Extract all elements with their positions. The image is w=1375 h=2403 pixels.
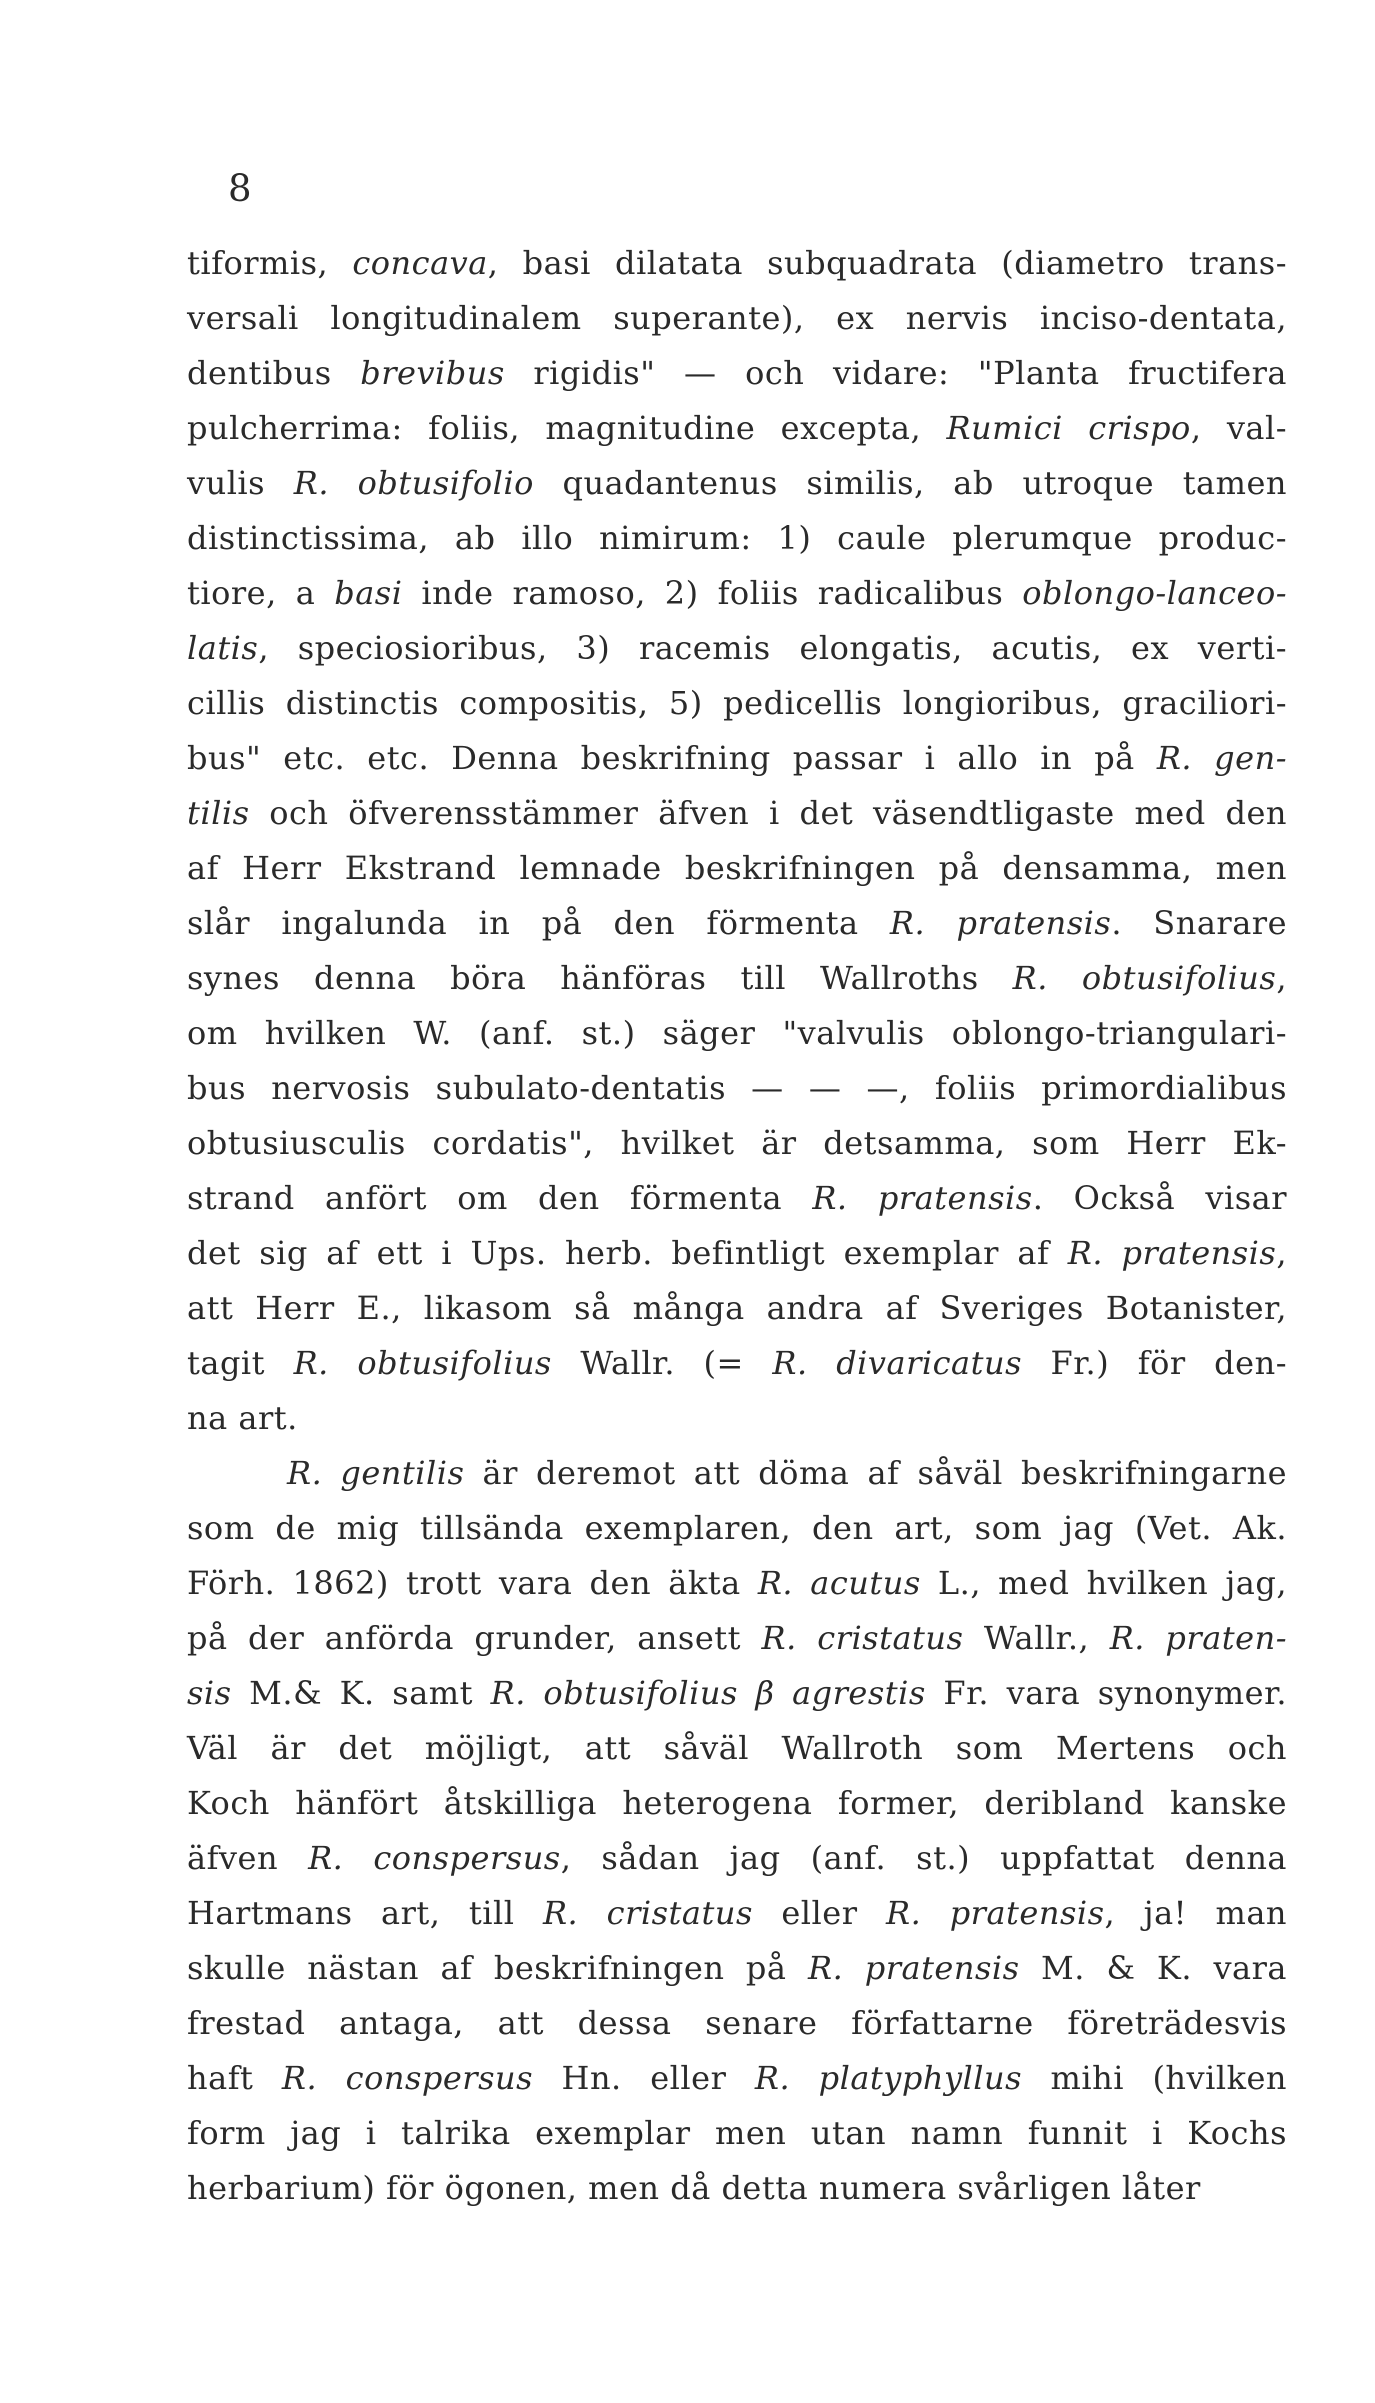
italic-text: concava [352, 244, 488, 282]
italic-text: R. conspersus [281, 2059, 534, 2097]
italic-text: R. acutus [757, 1564, 921, 1602]
body-text [187, 236, 1287, 2216]
text-run: M.& K. samt [231, 1674, 491, 1712]
text-line [187, 2161, 1287, 2216]
text-line [187, 1886, 1287, 1941]
text-line [187, 621, 1287, 676]
text-run: , [1276, 959, 1287, 997]
text-run: och öfverensstämmer äfven i det väsendtligaste med den [249, 794, 1287, 832]
text-run: af Herr Ekstrand lemnade beskrifningen på densamma, men [187, 849, 1287, 887]
text-run: synes denna böra hänföras till Wallroths [187, 959, 1013, 997]
text-run: , val- [1190, 409, 1288, 447]
text-run: haft [187, 2059, 282, 2097]
text-line [187, 1666, 1287, 1721]
text-run: Hn. eller [533, 2059, 755, 2097]
text-line [187, 1776, 1287, 1831]
italic-text: sis [187, 1674, 232, 1712]
italic-text: R. praten- [1109, 1619, 1288, 1657]
text-line [187, 1446, 1287, 1501]
italic-text: R. obtusifolius [1012, 959, 1277, 997]
text-run: eller [752, 1894, 886, 1932]
text-line [187, 1061, 1287, 1116]
text-run: form jag i talrika exemplar men utan namn funnit i Kochs [187, 2114, 1287, 2152]
text-line [187, 1336, 1287, 1391]
text-run: quadantenus similis, ab utroque tamen [533, 464, 1288, 502]
text-run: vulis [187, 464, 294, 502]
italic-text: R. obtusifolius β agrestis [490, 1674, 926, 1712]
text-line [187, 1281, 1287, 1336]
text-run: na art. [187, 1399, 298, 1437]
text-line [187, 1006, 1287, 1061]
text-run: Förh. 1862) trott vara den äkta [187, 1564, 758, 1602]
italic-text: brevibus [360, 354, 505, 392]
text-run: att Herr E., likasom så många andra af Sveriges Botanister, [187, 1289, 1287, 1327]
text-line [187, 236, 1287, 291]
text-run: , [1276, 1234, 1288, 1272]
text-run: , speciosioribus, 3) racemis elongatis, acutis, ex verti- [258, 629, 1287, 667]
text-run: L., med hvilken jag, [920, 1564, 1288, 1602]
text-run: bus" etc. etc. Denna beskrifning passar i allo in på [187, 739, 1157, 777]
text-run: Wallr. (= [551, 1344, 773, 1382]
text-line [187, 786, 1287, 841]
text-run: , basi dilatata subquadrata (diametro trans- [487, 244, 1287, 282]
text-run: cillis distinctis compositis, 5) pedicellis longioribus, graciliori- [187, 684, 1287, 722]
text-line [187, 346, 1287, 401]
italic-text: R. gen- [1156, 739, 1288, 777]
italic-text: R. obtusifolio [293, 464, 534, 502]
text-line [187, 1116, 1287, 1171]
text-run: herbarium) för ögonen, men då detta numera svårligen låter [187, 2169, 1201, 2207]
text-run: på der anförda grunder, ansett [187, 1619, 762, 1657]
text-run: . Också visar [1032, 1179, 1288, 1217]
text-line [187, 896, 1287, 951]
text-run: Fr.) för den- [1022, 1344, 1288, 1382]
text-run: Wallr., [963, 1619, 1110, 1657]
text-line [187, 1171, 1287, 1226]
text-run: strand anfört om den förmenta [187, 1179, 813, 1217]
text-run: skulle nästan af beskrifningen på [187, 1949, 808, 1987]
text-run: dentibus [187, 354, 361, 392]
text-line [187, 1996, 1287, 2051]
italic-text: R. pratensis [812, 1179, 1033, 1217]
text-run: tagit [187, 1344, 294, 1382]
text-run: versali longitudinalem superante), ex nervis inciso-dentata, [187, 299, 1287, 337]
italic-text: tilis [187, 794, 250, 832]
italic-text: latis [187, 629, 259, 667]
text-run: slår ingalunda in på den förmenta [187, 904, 890, 942]
italic-text: R. gentilis [287, 1454, 465, 1492]
text-run: pulcherrima: foliis, magnitudine excepta, [187, 409, 947, 447]
text-run: tiformis, [187, 244, 353, 282]
text-line [187, 1831, 1287, 1886]
text-line [187, 1721, 1287, 1776]
text-run: distinctissima, ab illo nimirum: 1) caule plerumque produc- [187, 519, 1287, 557]
text-run: , sådan jag (anf. st.) uppfattat denna [560, 1839, 1288, 1877]
text-line [187, 731, 1287, 786]
text-run: som de mig tillsända exemplaren, den art, som jag (Vet. Ak. [187, 1509, 1287, 1547]
italic-text: R. pratensis [807, 1949, 1020, 1987]
text-run: är deremot att döma af såväl beskrifningarne [464, 1454, 1288, 1492]
italic-text: basi [334, 574, 403, 612]
text-run: Väl är det möjligt, att såväl Wallroth som Mertens och [187, 1729, 1287, 1767]
text-line [187, 2051, 1287, 2106]
italic-text: oblongo-lanceo- [1022, 574, 1288, 612]
text-run: Fr. vara synonymer. [925, 1674, 1288, 1712]
text-line [187, 1941, 1287, 1996]
text-run: Hartmans art, till [187, 1894, 543, 1932]
text-run: Koch hänfört åtskilliga heterogena former, deribland kanske [187, 1784, 1287, 1822]
italic-text: R. pratensis [889, 904, 1112, 942]
text-line [187, 1391, 1287, 1446]
italic-text: R. obtusifolius [293, 1344, 552, 1382]
text-line [187, 456, 1287, 511]
text-line [187, 2106, 1287, 2161]
italic-text: R. divaricatus [772, 1344, 1022, 1382]
text-line [187, 566, 1287, 621]
text-run: mihi (hvilken [1022, 2059, 1288, 2097]
italic-text: R. pratensis [1067, 1234, 1277, 1272]
text-run: om hvilken W. (anf. st.) säger "valvulis oblongo-triangulari- [187, 1014, 1287, 1052]
text-line [187, 511, 1287, 566]
text-run: äfven [187, 1839, 309, 1877]
text-line [187, 291, 1287, 346]
italic-text: R. pratensis [885, 1894, 1105, 1932]
text-line [187, 1556, 1287, 1611]
text-run: bus nervosis subulato-dentatis — — —, foliis primordialibus [187, 1069, 1287, 1107]
text-run: obtusiusculis cordatis", hvilket är detsamma, som Herr Ek- [187, 1124, 1287, 1162]
italic-text: R. conspersus [308, 1839, 561, 1877]
text-line [187, 1226, 1287, 1281]
italic-text: Rumici crispo [946, 409, 1191, 447]
text-run: det sig af ett i Ups. herb. befintligt exemplar af [187, 1234, 1068, 1272]
text-run: rigidis" — och vidare: "Planta fructifera [504, 354, 1288, 392]
italic-text: R. cristatus [761, 1619, 964, 1657]
italic-text: R. cristatus [542, 1894, 753, 1932]
text-run: M. & K. vara [1019, 1949, 1288, 1987]
text-run: tiore, a [187, 574, 335, 612]
text-run: inde ramoso, 2) foliis radicalibus [402, 574, 1023, 612]
page-number: 8 [228, 167, 252, 210]
text-run: , ja! man [1104, 1894, 1288, 1932]
text-line [187, 401, 1287, 456]
text-run: frestad antaga, att dessa senare författarne företrädesvis [187, 2004, 1287, 2042]
text-run: . Snarare [1111, 904, 1287, 942]
text-line [187, 951, 1287, 1006]
text-line [187, 1501, 1287, 1556]
text-line [187, 676, 1287, 731]
text-line [187, 1611, 1287, 1666]
text-line [187, 841, 1287, 896]
italic-text: R. platyphyllus [754, 2059, 1023, 2097]
